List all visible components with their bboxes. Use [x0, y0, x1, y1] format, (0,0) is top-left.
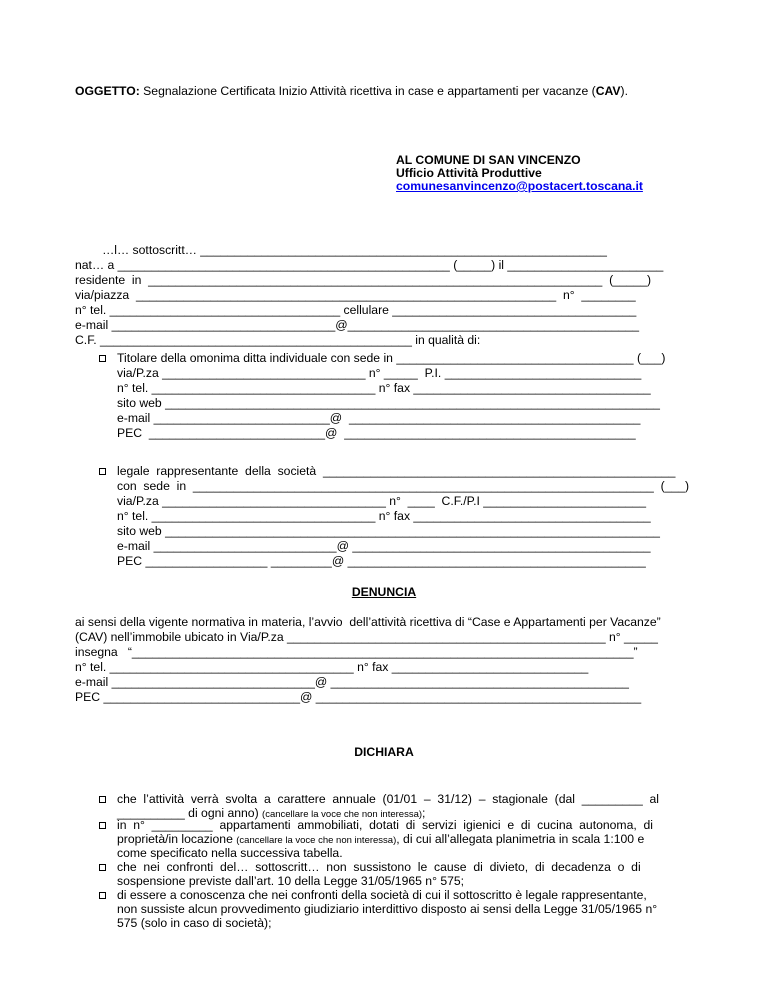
applicant-email-line: e-mail _________________________________@___________________________________________	[75, 318, 640, 332]
checkbox-apartments[interactable]	[99, 822, 106, 829]
individual-email-line: e-mail __________________________@ ___________________________________________	[117, 411, 641, 425]
individual-pec-line: PEC __________________________@ ___________________________________________	[117, 426, 636, 440]
dichiara-item3-line2: sospensione previste dall’art. 10 della Legge 31/05/1965 n° 575;	[117, 874, 465, 888]
applicant-birth-line: nat… a _________________________________________________ (_____) il _______________________	[75, 258, 664, 272]
denuncia-line-5: e-mail ______________________________@ ____________________________________________	[75, 675, 629, 689]
denuncia-title: DENUNCIA	[351, 585, 417, 599]
checkbox-company-representative[interactable]	[99, 468, 106, 475]
applicant-name-line: …l… sottoscritt… ____________________________________________________________	[75, 243, 607, 257]
dichiara-item2-text: proprietà/in locazione	[117, 832, 237, 846]
dichiara-item4-line2: non sussiste alcun provvedimento giudiziario interdittivo disposto ai sensi della Legge 31/05/1965 n°	[117, 902, 658, 916]
recipient-office: Ufficio Attività Produttive	[396, 166, 542, 180]
denuncia-line-1: ai sensi della vigente normativa in materia, l’avvio dell’attività ricettiva di “Case e Appartamenti per Vacanze”	[75, 615, 661, 629]
dichiara-item4-line3: 575 (solo in caso di società);	[117, 916, 272, 930]
checkbox-activity-period[interactable]	[99, 796, 106, 803]
recipient-email-link[interactable]: comunesanvincenzo@postacert.toscana.it	[396, 179, 643, 193]
checkbox-individual-owner[interactable]	[99, 355, 106, 362]
individual-phone-line: n° tel. _________________________________ n° fax ___________________________________	[117, 381, 651, 395]
denuncia-line-6: PEC _____________________________@ ________________________________________________	[75, 690, 642, 704]
company-seat-line: con sede in ____________________________________________________________________ (___)	[117, 479, 690, 493]
company-website-line: sito web _________________________________________________________________________	[117, 524, 660, 538]
individual-seat-line: Titolare della omonima ditta individuale con sede in ___________________________________ (___)	[117, 351, 666, 365]
applicant-street-line: via/piazza ______________________________________________________________ n° ________	[75, 288, 636, 302]
dichiara-item1-end: ;	[422, 806, 426, 820]
company-phone-line: n° tel. _________________________________ n° fax ___________________________________	[117, 509, 651, 523]
recipient-municipality: AL COMUNE DI SAN VINCENZO	[396, 153, 581, 167]
applicant-residence-line: residente in ___________________________________________________________________ (_____)	[75, 273, 652, 287]
dichiara-item1-text: __________ di ogni anno)	[117, 806, 263, 820]
denuncia-line-2: (CAV) nell’immobile ubicato in Via/P.za _______________________________________________ n° _____	[75, 630, 658, 644]
subject-label: OGGETTO:	[75, 84, 140, 98]
dichiara-title: DICHIARA	[354, 745, 414, 759]
subject-end: ).	[620, 84, 628, 98]
dichiara-item1-note: (cancellare la voce che non interessa)	[262, 809, 423, 820]
company-pec-line: PEC __________________ _________@ ____________________________________________	[117, 554, 646, 568]
subject-line	[75, 84, 628, 98]
denuncia-line-3: insegna “__________________________________________________________________________”	[75, 645, 638, 659]
dichiara-item2-line3: come specificato nella successiva tabella.	[117, 846, 343, 860]
denuncia-line-4: n° tel. ____________________________________ n° fax _____________________________	[75, 660, 589, 674]
subject-text: Segnalazione Certificata Inizio Attività ricettiva in case e appartamenti per vacanze (	[139, 84, 596, 98]
applicant-cf-line: C.F. ______________________________________________ in qualità di:	[75, 333, 481, 347]
subject-acronym: CAV	[595, 84, 621, 98]
company-email-line: e-mail ___________________________@ ____________________________________________	[117, 539, 651, 553]
applicant-phone-line: n° tel. __________________________________ cellulare ____________________________________	[75, 303, 637, 317]
checkbox-no-prohibition[interactable]	[99, 864, 106, 871]
dichiara-item3-line1: che nei confronti del… sottoscritt… non sussistono le cause di divieto, di decadenza o di	[117, 860, 641, 874]
dichiara-item1-line1: che l’attività verrà svolta a carattere annuale (01/01 – 31/12) – stagionale (dal _________ al	[117, 792, 659, 806]
individual-website-line: sito web _________________________________________________________________________	[117, 396, 660, 410]
dichiara-item2-line1: in n° _________ appartamenti ammobiliati, dotati di servizi igienici e di cucina autonoma, di	[117, 818, 654, 832]
checkbox-company-awareness[interactable]	[99, 892, 106, 899]
dichiara-item4-line1: di essere a conoscenza che nei confronti della società di cui il sottoscritto è legale rappresentante,	[117, 888, 647, 902]
dichiara-item2-note: (cancellare la voce che non interessa)	[236, 835, 397, 846]
company-street-line: via/P.za _________________________________ n° ____ C.F./P.I ________________________	[117, 494, 646, 508]
company-name-line: legale rappresentante della società ____________________________________________________	[117, 464, 676, 478]
dichiara-item2-end: , di cui all’allegata planimetria in scala 1:100 e	[396, 832, 645, 846]
individual-street-line: via/P.za ______________________________ n° _____ P.I. _____________________________	[117, 366, 642, 380]
